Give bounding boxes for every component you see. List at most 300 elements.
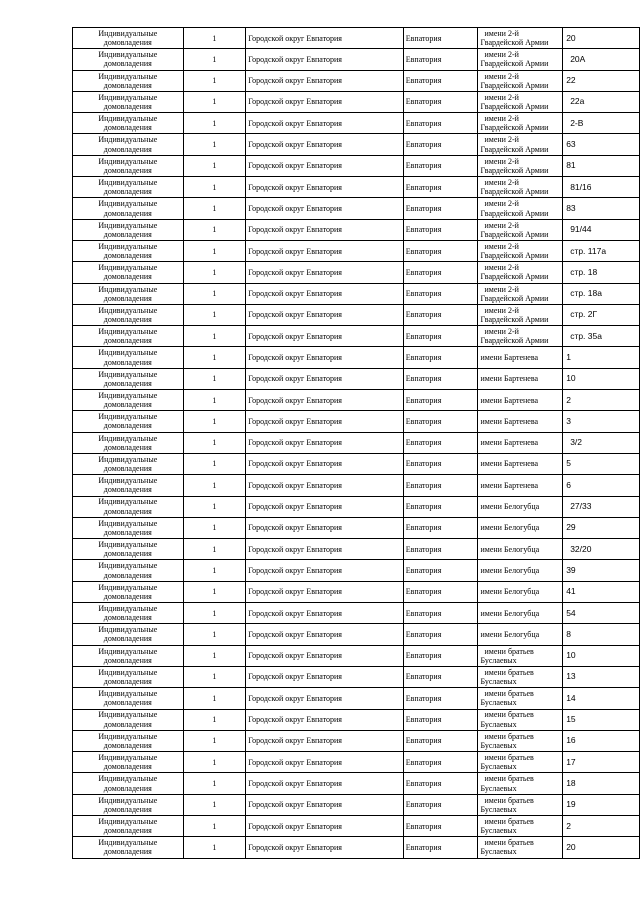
street-line1: имени 2-й xyxy=(484,305,519,315)
table-row xyxy=(73,155,640,176)
cell-city: Евпатория xyxy=(403,262,478,283)
cell-count: 1 xyxy=(183,581,246,602)
object-type-line1: Индивидуальные xyxy=(98,178,158,188)
cell-house-number: 14 xyxy=(563,688,640,709)
cell-city: Евпатория xyxy=(403,581,478,602)
street-line1: имени 2-й xyxy=(484,28,519,38)
cell-house-number: 18 xyxy=(563,773,640,794)
object-type-line1: Индивидуальные xyxy=(98,263,158,273)
street-line1: имени Бартенева xyxy=(480,459,539,469)
object-type-line2: домовладения xyxy=(103,59,152,69)
cell-count: 1 xyxy=(183,815,246,836)
cell-district: Городской округ Евпатория xyxy=(246,603,404,624)
street-line1: имени братьев xyxy=(484,816,534,826)
cell-object-type xyxy=(73,155,184,176)
cell-count: 1 xyxy=(183,603,246,624)
object-type-line2: домовладения xyxy=(103,740,152,750)
cell-street xyxy=(478,709,563,730)
table-row xyxy=(73,28,640,49)
table-row xyxy=(73,773,640,794)
cell-district: Городской округ Евпатория xyxy=(246,304,404,325)
object-type-line1: Индивидуальные xyxy=(98,50,158,60)
cell-house-number: 81/16 xyxy=(563,177,640,198)
cell-house-number: 2-В xyxy=(563,113,640,134)
cell-district: Городской округ Евпатория xyxy=(246,432,404,453)
cell-district: Городской округ Евпатория xyxy=(246,240,404,261)
cell-count: 1 xyxy=(183,347,246,368)
object-type-line1: Индивидуальные xyxy=(98,114,158,124)
object-type-line1: Индивидуальные xyxy=(98,28,158,38)
object-type-line1: Индивидуальные xyxy=(98,305,158,315)
object-type-line1: Индивидуальные xyxy=(98,518,158,528)
cell-object-type xyxy=(73,304,184,325)
cell-city: Евпатория xyxy=(403,624,478,645)
street-line1: имени 2-й xyxy=(484,92,519,102)
object-type-line1: Индивидуальные xyxy=(98,582,158,592)
cell-house-number: 22 xyxy=(563,70,640,91)
cell-district: Городской округ Евпатория xyxy=(246,837,404,858)
cell-house-number: стр. 2Г xyxy=(563,304,640,325)
object-type-line1: Индивидуальные xyxy=(98,327,158,337)
table-row xyxy=(73,794,640,815)
table-row xyxy=(73,134,640,155)
cell-city: Евпатория xyxy=(403,475,478,496)
table-row xyxy=(73,688,640,709)
cell-street xyxy=(478,198,563,219)
cell-object-type xyxy=(73,368,184,389)
table-row xyxy=(73,539,640,560)
cell-city: Евпатория xyxy=(403,304,478,325)
cell-district: Городской округ Евпатория xyxy=(246,49,404,70)
object-type-line2: домовладения xyxy=(103,315,152,324)
cell-count: 1 xyxy=(183,624,246,645)
cell-object-type xyxy=(73,517,184,538)
street-line1: имени Бартенева xyxy=(480,395,539,405)
cell-object-type xyxy=(73,645,184,666)
cell-district: Городской округ Евпатория xyxy=(246,28,404,49)
object-type-line2: домовладения xyxy=(103,655,152,665)
street-line2: Гвардейской Армии xyxy=(480,59,549,69)
object-type-line2: домовладения xyxy=(103,165,152,175)
cell-object-type xyxy=(73,262,184,283)
cell-object-type xyxy=(73,113,184,134)
cell-object-type xyxy=(73,666,184,687)
cell-count: 1 xyxy=(183,70,246,91)
cell-street xyxy=(478,517,563,538)
object-type-line1: Индивидуальные xyxy=(98,433,158,443)
cell-object-type xyxy=(73,560,184,581)
street-line1: имени 2-й xyxy=(484,241,519,251)
object-type-line2: домовладения xyxy=(103,549,152,559)
object-type-line1: Индивидуальные xyxy=(98,454,158,464)
cell-house-number: 2 xyxy=(563,390,640,411)
object-type-line2: домовладения xyxy=(103,421,152,431)
cell-object-type xyxy=(73,475,184,496)
table-row xyxy=(73,177,640,198)
cell-object-type xyxy=(73,326,184,347)
table-row xyxy=(73,432,640,453)
cell-object-type xyxy=(73,496,184,517)
street-line1: имени Белогубца xyxy=(480,629,540,639)
object-type-line1: Индивидуальные xyxy=(98,731,158,741)
object-type-line2: домовладения xyxy=(103,272,152,282)
cell-street xyxy=(478,177,563,198)
table-row xyxy=(73,326,640,347)
street-line1: имени 2-й xyxy=(484,71,519,81)
cell-street xyxy=(478,368,563,389)
cell-city: Евпатория xyxy=(403,453,478,474)
cell-street xyxy=(478,390,563,411)
cell-object-type xyxy=(73,432,184,453)
cell-object-type xyxy=(73,539,184,560)
street-line1: имени Белогубца xyxy=(480,608,540,618)
cell-object-type xyxy=(73,390,184,411)
object-type-line1: Индивидуальные xyxy=(98,412,158,422)
street-line2: Гвардейской Армии xyxy=(480,293,549,303)
cell-city: Евпатория xyxy=(403,666,478,687)
cell-house-number: 8 xyxy=(563,624,640,645)
cell-count: 1 xyxy=(183,91,246,112)
street-line2: Буслаевых xyxy=(480,762,517,772)
cell-district: Городской округ Евпатория xyxy=(246,453,404,474)
table-row xyxy=(73,603,640,624)
object-type-line1: Индивидуальные xyxy=(98,199,158,209)
cell-district: Городской округ Евпатория xyxy=(246,475,404,496)
object-type-line2: домовладения xyxy=(103,251,152,261)
cell-count: 1 xyxy=(183,177,246,198)
cell-street xyxy=(478,28,563,49)
cell-district: Городской округ Евпатория xyxy=(246,539,404,560)
cell-city: Евпатория xyxy=(403,752,478,773)
table-row xyxy=(73,304,640,325)
cell-object-type xyxy=(73,794,184,815)
cell-house-number: 32/20 xyxy=(563,539,640,560)
cell-district: Городской округ Евпатория xyxy=(246,390,404,411)
table-body xyxy=(73,28,640,859)
table-row xyxy=(73,240,640,261)
street-line1: имени 2-й xyxy=(484,178,519,188)
object-type-line2: домовладения xyxy=(103,357,152,367)
cell-house-number: 1 xyxy=(563,347,640,368)
cell-house-number: 3/2 xyxy=(563,432,640,453)
cell-district: Городской округ Евпатория xyxy=(246,624,404,645)
cell-count: 1 xyxy=(183,113,246,134)
cell-house-number: 10 xyxy=(563,368,640,389)
cell-city: Евпатория xyxy=(403,219,478,240)
object-type-line2: домовладения xyxy=(103,464,152,474)
cell-district: Городской округ Евпатория xyxy=(246,347,404,368)
cell-house-number: 10 xyxy=(563,645,640,666)
street-line2: Гвардейской Армии xyxy=(480,80,549,90)
cell-count: 1 xyxy=(183,773,246,794)
cell-street xyxy=(478,645,563,666)
object-type-line1: Индивидуальные xyxy=(98,795,158,805)
cell-street xyxy=(478,262,563,283)
cell-city: Евпатория xyxy=(403,688,478,709)
cell-district: Городской округ Евпатория xyxy=(246,198,404,219)
street-line2: Гвардейской Армии xyxy=(480,123,549,133)
cell-city: Евпатория xyxy=(403,240,478,261)
object-type-line2: домовладения xyxy=(103,38,152,48)
cell-district: Городской округ Евпатория xyxy=(246,709,404,730)
cell-object-type xyxy=(73,49,184,70)
table-row xyxy=(73,368,640,389)
street-line2: Гвардейской Армии xyxy=(480,336,549,346)
cell-object-type xyxy=(73,240,184,261)
street-line2: Гвардейской Армии xyxy=(480,165,549,175)
street-line1: имени 2-й xyxy=(484,220,519,230)
cell-street xyxy=(478,326,563,347)
cell-count: 1 xyxy=(183,219,246,240)
cell-count: 1 xyxy=(183,134,246,155)
object-type-line2: домовладения xyxy=(103,634,152,644)
cell-object-type xyxy=(73,70,184,91)
object-type-line2: домовладения xyxy=(103,229,152,239)
street-line2: Буслаевых xyxy=(480,783,517,793)
cell-district: Городской округ Евпатория xyxy=(246,70,404,91)
object-type-line2: домовладения xyxy=(103,719,152,729)
cell-street xyxy=(478,752,563,773)
table-row xyxy=(73,49,640,70)
cell-district: Городской округ Евпатория xyxy=(246,326,404,347)
street-line2: Буслаевых xyxy=(480,847,517,857)
street-line1: имени братьев xyxy=(484,731,534,741)
cell-count: 1 xyxy=(183,453,246,474)
cell-street xyxy=(478,475,563,496)
object-type-line2: домовладения xyxy=(103,80,152,90)
cell-count: 1 xyxy=(183,326,246,347)
street-line1: имени братьев xyxy=(484,667,534,677)
cell-count: 1 xyxy=(183,837,246,858)
street-line1: имени Бартенева xyxy=(480,480,539,490)
table-row xyxy=(73,475,640,496)
cell-district: Городской округ Евпатория xyxy=(246,177,404,198)
table-row xyxy=(73,709,640,730)
cell-city: Евпатория xyxy=(403,560,478,581)
cell-street xyxy=(478,496,563,517)
street-line1: имени Белогубца xyxy=(480,544,540,554)
cell-object-type xyxy=(73,581,184,602)
cell-object-type xyxy=(73,198,184,219)
cell-street xyxy=(478,815,563,836)
street-line2: Гвардейской Армии xyxy=(480,229,549,239)
cell-count: 1 xyxy=(183,688,246,709)
cell-count: 1 xyxy=(183,262,246,283)
cell-city: Евпатория xyxy=(403,390,478,411)
cell-city: Евпатория xyxy=(403,794,478,815)
cell-count: 1 xyxy=(183,390,246,411)
street-line2: Гвардейской Армии xyxy=(480,251,549,261)
cell-count: 1 xyxy=(183,645,246,666)
cell-house-number: 27/33 xyxy=(563,496,640,517)
object-type-line2: домовладения xyxy=(103,400,152,410)
cell-object-type xyxy=(73,91,184,112)
cell-street xyxy=(478,113,563,134)
cell-city: Евпатория xyxy=(403,49,478,70)
object-type-line2: домовладения xyxy=(103,123,152,133)
cell-count: 1 xyxy=(183,475,246,496)
cell-count: 1 xyxy=(183,752,246,773)
cell-object-type xyxy=(73,752,184,773)
cell-house-number: 91/44 xyxy=(563,219,640,240)
cell-city: Евпатория xyxy=(403,730,478,751)
street-line1: имени Белогубца xyxy=(480,523,540,533)
street-line2: Буслаевых xyxy=(480,655,517,665)
object-type-line2: домовладения xyxy=(103,187,152,197)
table-row xyxy=(73,198,640,219)
cell-house-number: 22а xyxy=(563,91,640,112)
street-line1: имени 2-й xyxy=(484,199,519,209)
street-line2: Буслаевых xyxy=(480,677,517,687)
cell-district: Городской округ Евпатория xyxy=(246,517,404,538)
table-row xyxy=(73,262,640,283)
cell-house-number: 6 xyxy=(563,475,640,496)
cell-count: 1 xyxy=(183,198,246,219)
cell-district: Городской округ Евпатория xyxy=(246,283,404,304)
cell-city: Евпатория xyxy=(403,28,478,49)
cell-district: Городской округ Евпатория xyxy=(246,219,404,240)
street-line1: имени Бартенева xyxy=(480,353,539,362)
cell-district: Городской округ Евпатория xyxy=(246,752,404,773)
cell-house-number: стр. 35а xyxy=(563,326,640,347)
cell-house-number: 63 xyxy=(563,134,640,155)
cell-district: Городской округ Евпатория xyxy=(246,730,404,751)
table-row xyxy=(73,560,640,581)
object-type-line1: Индивидуальные xyxy=(98,646,158,656)
cell-street xyxy=(478,240,563,261)
cell-count: 1 xyxy=(183,539,246,560)
cell-district: Городской округ Евпатория xyxy=(246,113,404,134)
cell-street xyxy=(478,219,563,240)
cell-house-number: 54 xyxy=(563,603,640,624)
cell-object-type xyxy=(73,773,184,794)
cell-city: Евпатория xyxy=(403,517,478,538)
cell-city: Евпатория xyxy=(403,70,478,91)
cell-count: 1 xyxy=(183,304,246,325)
cell-house-number: 19 xyxy=(563,794,640,815)
cell-city: Евпатория xyxy=(403,496,478,517)
table-row xyxy=(73,815,640,836)
cell-object-type xyxy=(73,837,184,858)
street-line1: имени братьев xyxy=(484,795,534,805)
cell-count: 1 xyxy=(183,28,246,49)
street-line2: Буслаевых xyxy=(480,826,517,836)
cell-city: Евпатория xyxy=(403,113,478,134)
object-type-line1: Индивидуальные xyxy=(98,540,158,550)
cell-city: Евпатория xyxy=(403,603,478,624)
cell-city: Евпатория xyxy=(403,709,478,730)
cell-district: Городской округ Евпатория xyxy=(246,155,404,176)
cell-count: 1 xyxy=(183,560,246,581)
object-type-line1: Индивидуальные xyxy=(98,284,158,294)
table-row xyxy=(73,91,640,112)
street-line1: имени братьев xyxy=(484,646,534,656)
cell-district: Городской округ Евпатория xyxy=(246,645,404,666)
street-line1: имени братьев xyxy=(484,838,534,848)
object-type-line1: Индивидуальные xyxy=(98,689,158,699)
street-line1: имени 2-й xyxy=(484,327,519,337)
cell-count: 1 xyxy=(183,49,246,70)
cell-street xyxy=(478,773,563,794)
cell-house-number: 29 xyxy=(563,517,640,538)
street-line2: Гвардейской Армии xyxy=(480,38,549,48)
cell-city: Евпатория xyxy=(403,815,478,836)
street-line2: Буслаевых xyxy=(480,719,517,729)
cell-street xyxy=(478,70,563,91)
object-type-line1: Индивидуальные xyxy=(98,156,158,166)
cell-object-type xyxy=(73,730,184,751)
object-type-line1: Индивидуальные xyxy=(98,710,158,720)
object-type-line2: домовладения xyxy=(103,762,152,772)
cell-district: Городской округ Евпатория xyxy=(246,411,404,432)
cell-count: 1 xyxy=(183,368,246,389)
street-line1: имени братьев xyxy=(484,710,534,720)
street-line2: Гвардейской Армии xyxy=(480,102,549,112)
street-line1: имени Белогубца xyxy=(480,565,540,575)
cell-district: Городской округ Евпатория xyxy=(246,560,404,581)
cell-city: Евпатория xyxy=(403,198,478,219)
object-type-line1: Индивидуальные xyxy=(98,135,158,145)
object-type-line2: домовладения xyxy=(103,102,152,112)
table-row xyxy=(73,347,640,368)
street-line1: имени 2-й xyxy=(484,263,519,273)
cell-district: Городской округ Евпатория xyxy=(246,496,404,517)
cell-house-number: стр. 117а xyxy=(563,240,640,261)
object-type-line2: домовладения xyxy=(103,677,152,687)
table-row xyxy=(73,581,640,602)
object-type-line1: Индивидуальные xyxy=(98,667,158,677)
object-type-line2: домовладения xyxy=(103,527,152,537)
cell-city: Евпатория xyxy=(403,177,478,198)
cell-house-number: 17 xyxy=(563,752,640,773)
cell-street xyxy=(478,134,563,155)
street-line1: имени Белогубца xyxy=(480,587,540,597)
street-line1: имени братьев xyxy=(484,689,534,699)
table-row xyxy=(73,70,640,91)
cell-count: 1 xyxy=(183,240,246,261)
cell-house-number: стр. 18а xyxy=(563,283,640,304)
object-type-line1: Индивидуальные xyxy=(98,92,158,102)
street-line1: имени 2-й xyxy=(484,284,519,294)
cell-house-number: 39 xyxy=(563,560,640,581)
cell-district: Городской округ Евпатория xyxy=(246,368,404,389)
cell-city: Евпатория xyxy=(403,411,478,432)
cell-city: Евпатория xyxy=(403,645,478,666)
cell-street xyxy=(478,155,563,176)
street-line2: Гвардейской Армии xyxy=(480,187,549,197)
object-type-line2: домовладения xyxy=(103,144,152,154)
table-row xyxy=(73,411,640,432)
street-line1: имени братьев xyxy=(484,753,534,763)
object-type-line1: Индивидуальные xyxy=(98,625,158,635)
cell-district: Городской округ Евпатория xyxy=(246,773,404,794)
cell-district: Городской округ Евпатория xyxy=(246,134,404,155)
cell-house-number: стр. 18 xyxy=(563,262,640,283)
cell-count: 1 xyxy=(183,709,246,730)
street-line2: Буслаевых xyxy=(480,698,517,708)
cell-street xyxy=(478,539,563,560)
cell-city: Евпатория xyxy=(403,773,478,794)
cell-city: Евпатория xyxy=(403,837,478,858)
cell-street xyxy=(478,91,563,112)
cell-house-number: 15 xyxy=(563,709,640,730)
object-type-line1: Индивидуальные xyxy=(98,369,158,379)
object-type-line1: Индивидуальные xyxy=(98,71,158,81)
cell-city: Евпатория xyxy=(403,91,478,112)
object-type-line2: домовладения xyxy=(103,847,152,857)
object-type-line1: Индивидуальные xyxy=(98,476,158,486)
cell-house-number: 2 xyxy=(563,815,640,836)
